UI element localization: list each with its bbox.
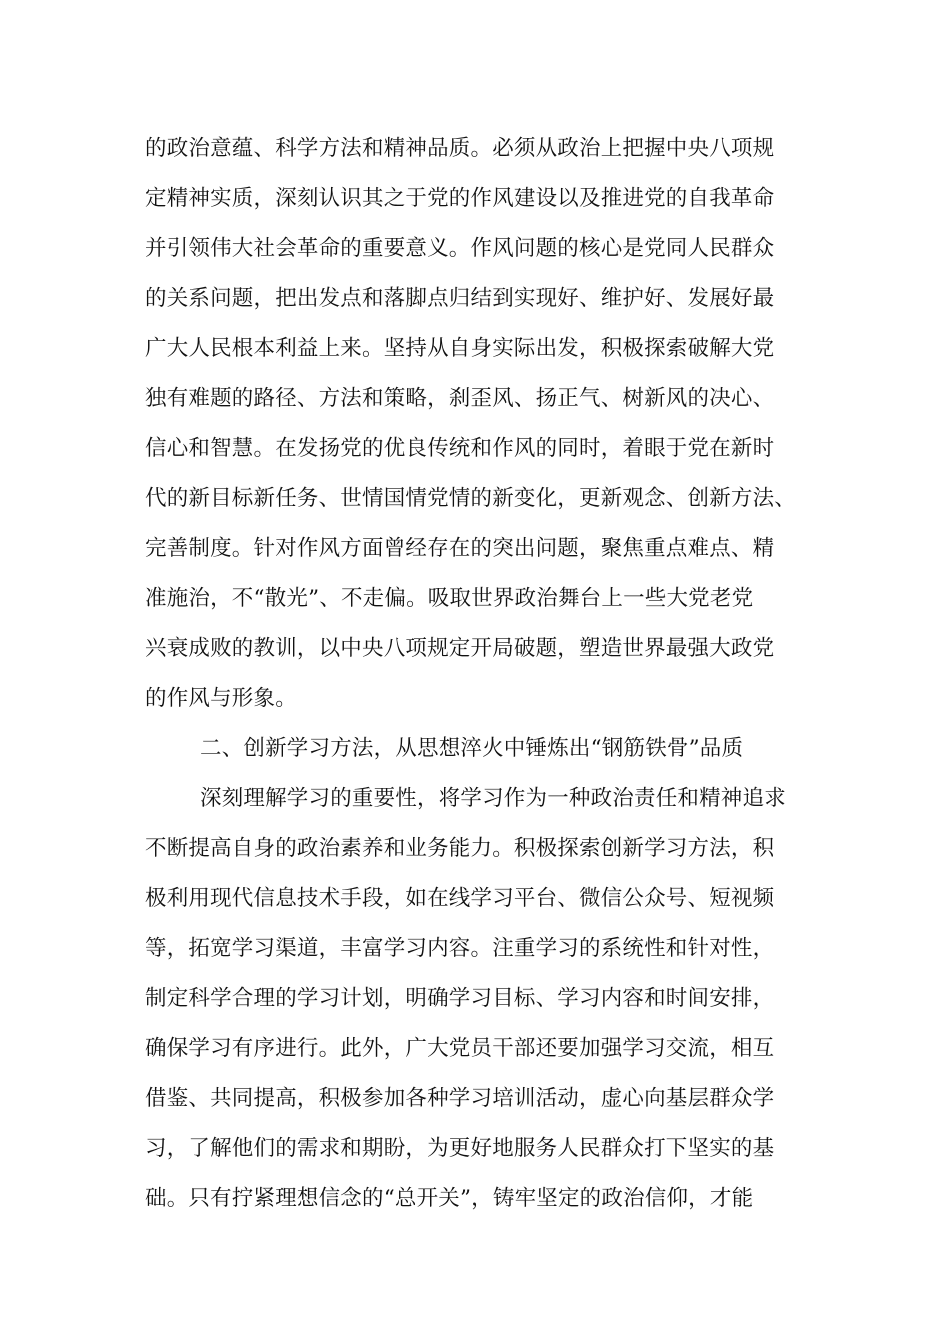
text-line: 极利用现代信息技术手段，如在线学习平台、微信公众号、短视频 bbox=[145, 886, 775, 911]
text-line: 制定科学合理的学习计划，明确学习目标、学习内容和时间安排， bbox=[145, 986, 775, 1011]
text-line: 础。只有拧紧理想信念的“总开关”，铸牢坚定的政治信仰，才能 bbox=[145, 1186, 754, 1211]
text-line: 代的新目标新任务、世情国情党情的新变化，更新观念、创新方法、 bbox=[145, 486, 797, 511]
text-line: 的关系问题，把出发点和落脚点归结到实现好、维护好、发展好最 bbox=[145, 286, 775, 311]
text-line: 确保学习有序进行。此外，广大党员干部还要加强学习交流，相互 bbox=[145, 1036, 775, 1061]
text-line: 信心和智慧。在发扬党的优良传统和作风的同时，着眼于党在新时 bbox=[145, 436, 775, 461]
section-heading: 二、创新学习方法，从思想淬火中锤炼出“钢筋铁骨”品质 bbox=[200, 736, 744, 761]
text-line: 兴衰成败的教训，以中央八项规定开局破题，塑造世界最强大政党 bbox=[145, 636, 775, 661]
text-line: 借鉴、共同提高，积极参加各种学习培训活动，虚心向基层群众学 bbox=[145, 1086, 775, 1111]
text-line: 独有难题的路径、方法和策略，刹歪风、扬正气、树新风的决心、 bbox=[145, 386, 775, 411]
text-line: 习，了解他们的需求和期盼，为更好地服务人民群众打下坚实的基 bbox=[145, 1136, 775, 1161]
text-line: 不断提高自身的政治素养和业务能力。积极探索创新学习方法，积 bbox=[145, 836, 775, 861]
text-line: 并引领伟大社会革命的重要意义。作风问题的核心是党同人民群众 bbox=[145, 236, 775, 261]
text-line: 定精神实质，深刻认识其之于党的作风建设以及推进党的自我革命 bbox=[145, 186, 775, 211]
text-line: 完善制度。针对作风方面曾经存在的突出问题，聚焦重点难点、精 bbox=[145, 536, 775, 561]
text-line: 的政治意蕴、科学方法和精神品质。必须从政治上把握中央八项规 bbox=[145, 136, 775, 161]
text-line: 深刻理解学习的重要性，将学习作为一种政治责任和精神追求 bbox=[200, 786, 786, 811]
text-line: 广大人民根本利益上来。坚持从自身实际出发，积极探索破解大党 bbox=[145, 336, 775, 361]
text-line: 准施治，不“散光”、不走偏。吸取世界政治舞台上一些大党老党 bbox=[145, 586, 754, 611]
text-line: 等，拓宽学习渠道，丰富学习内容。注重学习的系统性和针对性， bbox=[145, 936, 775, 961]
text-line: 的作风与形象。 bbox=[145, 686, 297, 711]
